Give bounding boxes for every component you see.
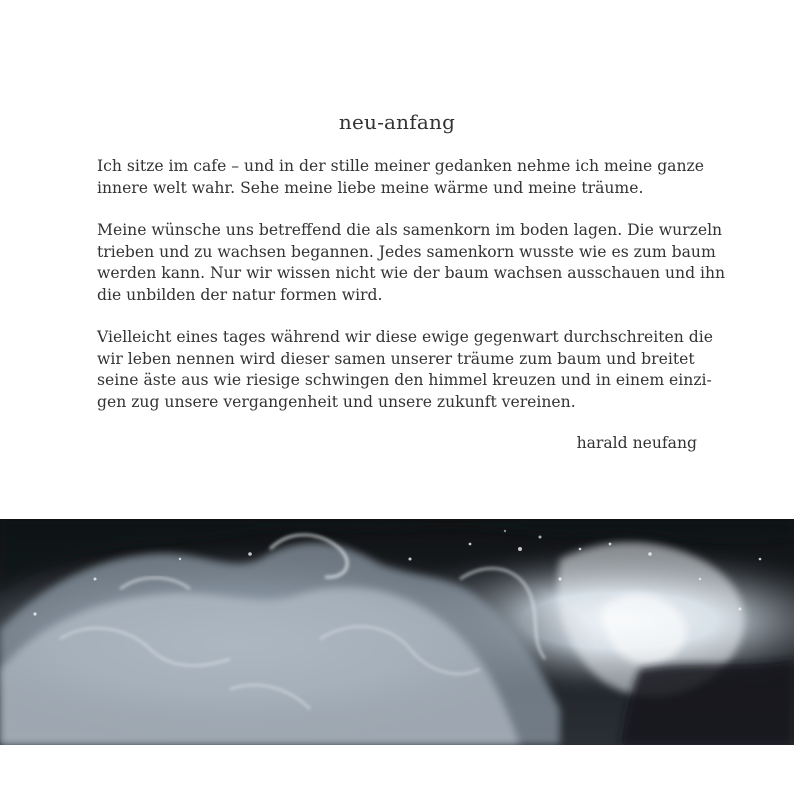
text-line: gen zug unsere vergangenheit und unsere zukunft vereinen. xyxy=(97,392,576,411)
text-line: werden kann. Nur wir wissen nicht wie der baum wachsen ausschauen und ihn xyxy=(97,264,726,282)
text-line: trieben und zu wachsen begannen. Jedes samenkorn wusste wie es zum baum xyxy=(97,242,716,261)
text-line: Vielleicht eines tages während wir diese ewige gegenwart durchschreiten die xyxy=(97,328,713,346)
paragraph-3 xyxy=(97,327,713,413)
text-line: Meine wünsche uns betreffend die als samenkorn im boden lagen. Die wurzeln xyxy=(97,221,723,239)
author-signature: harald neufang xyxy=(576,434,697,452)
water-splash-illustration xyxy=(0,519,794,745)
text-line: wir leben nennen wird dieser samen unserer träume zum baum und breitet xyxy=(97,349,695,368)
text-line: Ich sitze im cafe – und in der stille meiner gedanken nehme ich meine ganze xyxy=(97,157,704,175)
text-line: seine äste aus wie riesige schwingen den himmel kreuzen und in einem einzi- xyxy=(97,371,712,389)
paragraph-2 xyxy=(97,220,726,306)
page-title: neu-anfang xyxy=(338,110,456,134)
text-line: die unbilden der natur formen wird. xyxy=(97,285,383,304)
paragraph-1 xyxy=(97,156,704,199)
text-line: innere welt wahr. Sehe meine liebe meine wärme und meine träume. xyxy=(97,178,644,197)
water-splash-photo xyxy=(0,519,794,745)
